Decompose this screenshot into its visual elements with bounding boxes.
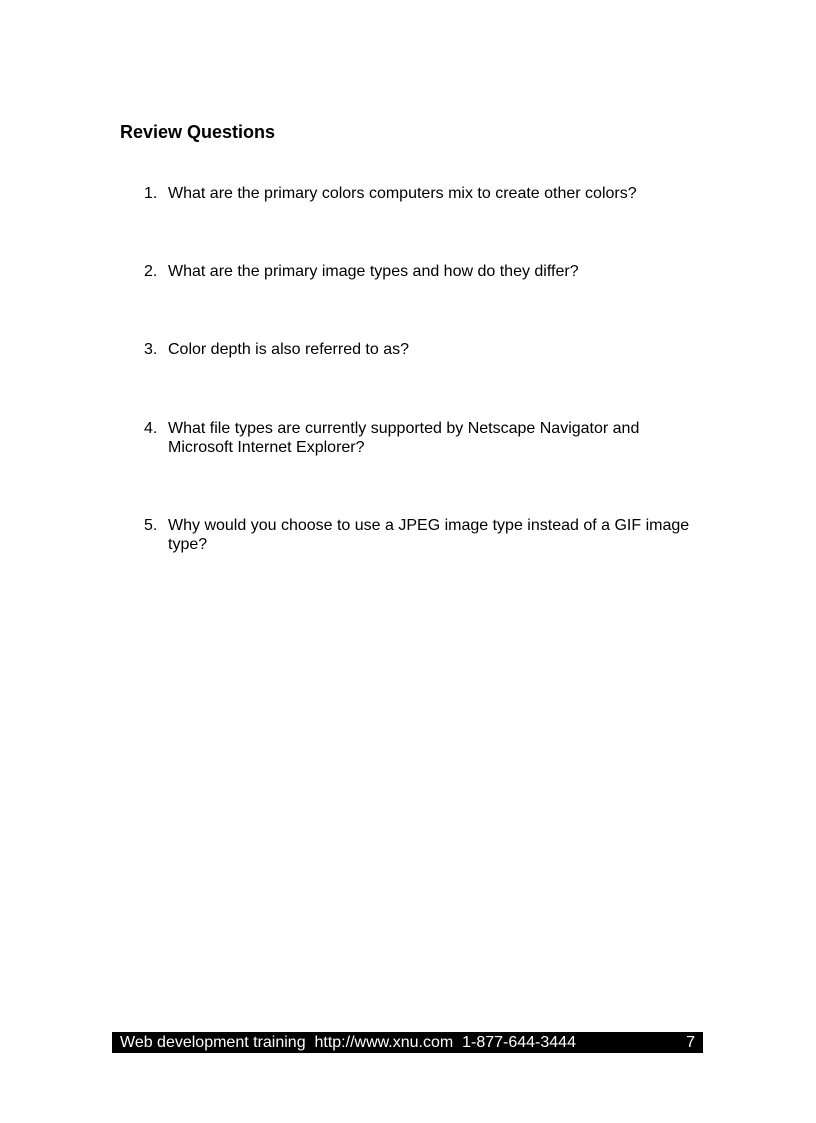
- question-item: [144, 184, 704, 203]
- question-number: 2.: [144, 263, 158, 280]
- question-text: What file types are currently supported by Netscape Navigator and Microsoft Internet Explorer?: [168, 420, 640, 456]
- question-item: [144, 262, 704, 281]
- question-number: 5.: [144, 517, 158, 534]
- question-number: 3.: [144, 341, 158, 358]
- page-title: Review Questions: [120, 122, 276, 142]
- question-item: [144, 340, 704, 359]
- question-text: Why would you choose to use a JPEG image type instead of a GIF image type?: [168, 517, 690, 553]
- footer-bar: [112, 1032, 703, 1053]
- footer-text: Web development training http://www.xnu.com 1-877-644-3444: [120, 1034, 576, 1051]
- question-item: [144, 419, 704, 457]
- question-text: Color depth is also referred to as?: [168, 341, 410, 358]
- question-number: 4.: [144, 420, 158, 437]
- page-number: 7: [686, 1034, 695, 1051]
- question-text: What are the primary image types and how do they differ?: [168, 263, 579, 280]
- question-number: 1.: [144, 185, 158, 202]
- question-item: [144, 516, 704, 554]
- question-text: What are the primary colors computers mix to create other colors?: [168, 185, 637, 202]
